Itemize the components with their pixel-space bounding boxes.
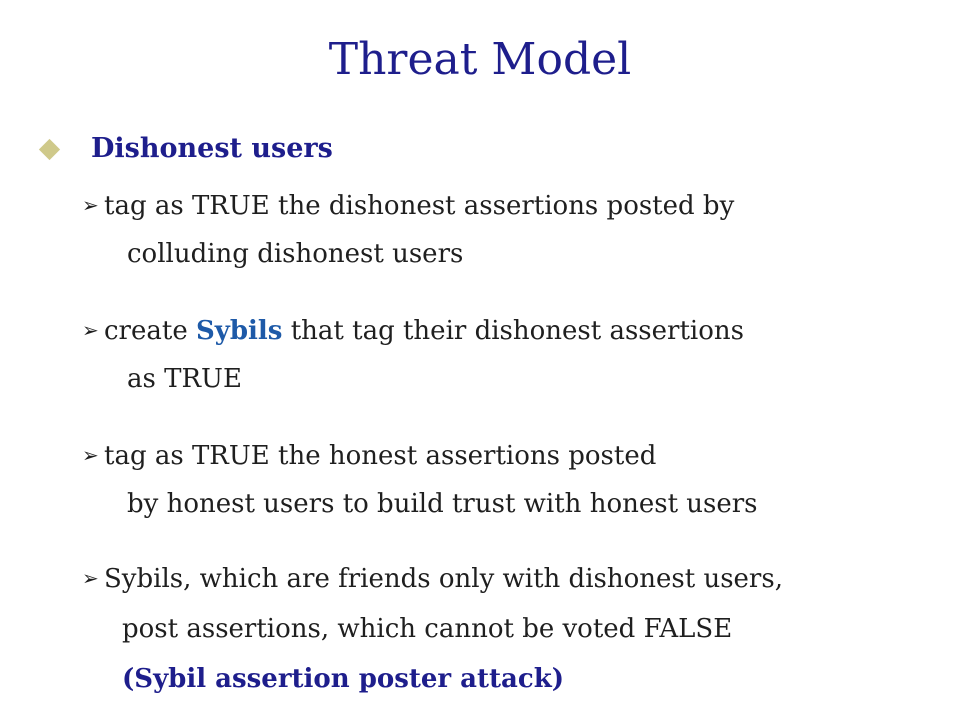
bullet-3-line-1: tag as TRUE the honest assertions posted: [104, 441, 657, 471]
arrow-bullet-icon: ➢: [82, 318, 99, 342]
bullet-4-line-2: post assertions, which cannot be voted FALSE: [122, 614, 733, 644]
bullet-1-line-2: colluding dishonest users: [127, 239, 464, 269]
bullet-2-line-2: as TRUE: [127, 364, 242, 394]
diamond-icon: [39, 139, 60, 160]
bullet-2-line-1-pre: create: [104, 316, 196, 346]
bullet-4-line-1: Sybils, which are friends only with dishonest users,: [104, 564, 783, 594]
arrow-bullet-icon: ➢: [82, 443, 99, 467]
bullet-2-line-1-post: that tag their dishonest assertions: [282, 316, 744, 346]
bullet-1: [82, 191, 734, 222]
bullet-4-line-3: (Sybil assertion poster attack): [122, 664, 565, 694]
arrow-bullet-icon: ➢: [82, 193, 99, 217]
sybils-highlight: Sybils: [195, 316, 283, 346]
bullet-3: [82, 441, 656, 472]
bullet-3-line-2: by honest users to build trust with honest users: [127, 489, 758, 519]
section-heading: [36, 133, 333, 165]
arrow-bullet-icon: ➢: [82, 566, 99, 590]
bullet-4: [82, 564, 783, 595]
bullet-2: [82, 316, 744, 347]
bullet-1-line-1: tag as TRUE the dishonest assertions posted by: [104, 191, 735, 221]
section-heading-text: Dishonest users: [91, 133, 333, 164]
slide-title: Threat Model: [328, 34, 632, 85]
